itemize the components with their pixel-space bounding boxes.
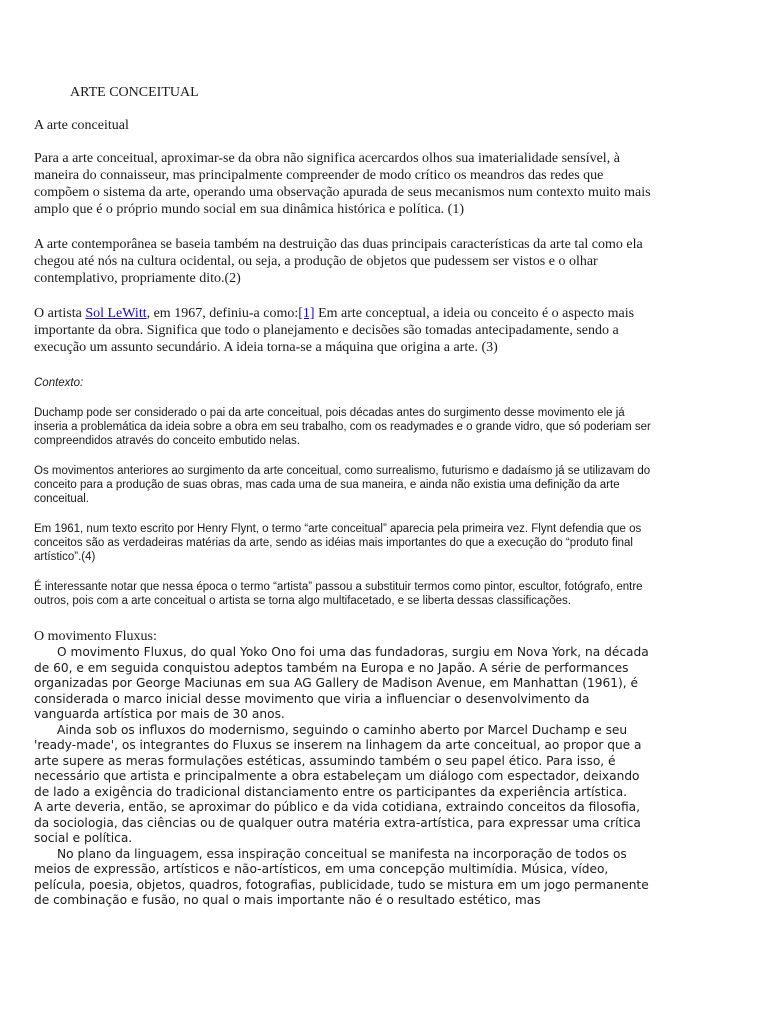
paragraph-2: A arte contemporânea se baseia também na destruição das duas principais características da arte tal como ela chegou até nós na cultura ocidental, ou seja, a produção de objetos que pudessem ser vistos e o olhar contemplativo, propriamente dito.(2) xyxy=(34,237,643,286)
context-paragraph-3: Em 1961, num texto escrito por Henry Flynt, o termo “arte conceitual” aparecia pela primeira vez. Flynt defendia que os conceitos são as verdadeiras matérias da arte, sendo as idéias mais importantes do que a execução do “produto final artístico”.(4) xyxy=(34,523,642,563)
section-subtitle: A arte conceitual xyxy=(34,118,129,133)
paragraph-3-mid: , em 1967, definiu-a como: xyxy=(146,306,299,321)
paragraph-1: Para a arte conceitual, aproximar-se da obra não significa acercardos olhos sua imaterialidade sensível, à maneira do connaisseur, mas principalmente compreender de modo crítico os meandros das redes que compõem o sistema da arte, operando uma observação apurada de seus mecanismos num contexto muito mais amplo que é o próprio mundo social em sua dinâmica histórica e política. (1) xyxy=(34,151,651,217)
footnote-1-link[interactable]: [1] xyxy=(298,306,315,321)
paragraph-3-end: Em arte conceptual, a ideia ou conceito é o aspecto mais importante da obra. Significa que todo o planejamento e decisões são tomadas antecipadamente, sendo a execução um assunto secundário. A ideia torna-se a máquina que origina a arte. (3) xyxy=(34,306,635,355)
fluxus-title: O movimento Fluxus: xyxy=(34,629,157,644)
context-label: Contexto: xyxy=(34,377,84,389)
fluxus-paragraph-4: No plano da linguagem, essa inspiração conceitual se manifesta na incorporação de todos os meios de expressão, artísticos e não-artísticos, em uma concepção multimídia. Música, vídeo, película, poesia, objetos, quadros, fotografias, publicidade, tudo se mistura em um jogo permanente de combinação e fusão, no qual o mais importante não é o resultado estético, mas xyxy=(34,846,649,907)
fluxus-paragraph-3: A arte deveria, então, se aproximar do público e da vida cotidiana, extraindo conceitos da filosofia, da sociologia, das ciências ou de qualquer outra matéria extra-artística, para expressar uma crítica social e política. xyxy=(34,800,641,845)
paragraph-3-start: O artista xyxy=(34,306,86,321)
paragraph-3 xyxy=(34,305,654,356)
context-paragraph-1: Duchamp pode ser considerado o pai da arte conceitual, pois décadas antes do surgimento desse movimento ele já inseria a problemática da ideia sobre a obra em seu trabalho, com os readymades e o grande vidro, que só poderiam ser compreendidos através do conceito embutido nelas. xyxy=(34,407,651,447)
document-title: ARTE CONCEITUAL xyxy=(70,85,199,100)
fluxus-paragraph-2: Ainda sob os influxos do modernismo, seguindo o caminho aberto por Marcel Duchamp e seu 'ready-made', os integrantes do Fluxus se inserem na linhagem da arte conceitual, ao propor que a arte supere as meras formulações estéticas, assumindo também o seu papel ético. Para isso, é necessário que artista e principalmente a obra estabeleçam um diálogo com espectador, deixando de lado a exigência do tradicional distanciamento entre os participantes da experiência artística. xyxy=(34,722,642,799)
fluxus-paragraph-1: O movimento Fluxus, do qual Yoko Ono foi uma das fundadoras, surgiu em Nova York, na década de 60, e em seguida conquistou adeptos também na Europa e no Japão. A série de performances organizadas por George Maciunas em sua AG Gallery de Madison Avenue, em Manhattan (1961), é considerada o marco inicial desse movimento que viria a influenciar o desenvolvimento da vanguarda artística por mais de 30 anos. xyxy=(34,645,649,721)
document-body xyxy=(34,84,654,909)
context-paragraph-2: Os movimentos anteriores ao surgimento da arte conceitual, como surrealismo, futurismo e dadaísmo já se utilizavam do conceito para a produção de suas obras, mas cada uma de sua maneira, e ainda não existia uma definição da arte conceitual. xyxy=(34,465,651,505)
context-paragraph-4: É interessante notar que nessa época o termo “artista” passou a substituir termos como pintor, escultor, fotógrafo, entre outros, pois com a arte conceitual o artista se torna algo multifacetado, e se liberta dessas classificações. xyxy=(34,581,643,607)
sol-lewitt-link[interactable]: Sol LeWitt xyxy=(85,306,147,321)
